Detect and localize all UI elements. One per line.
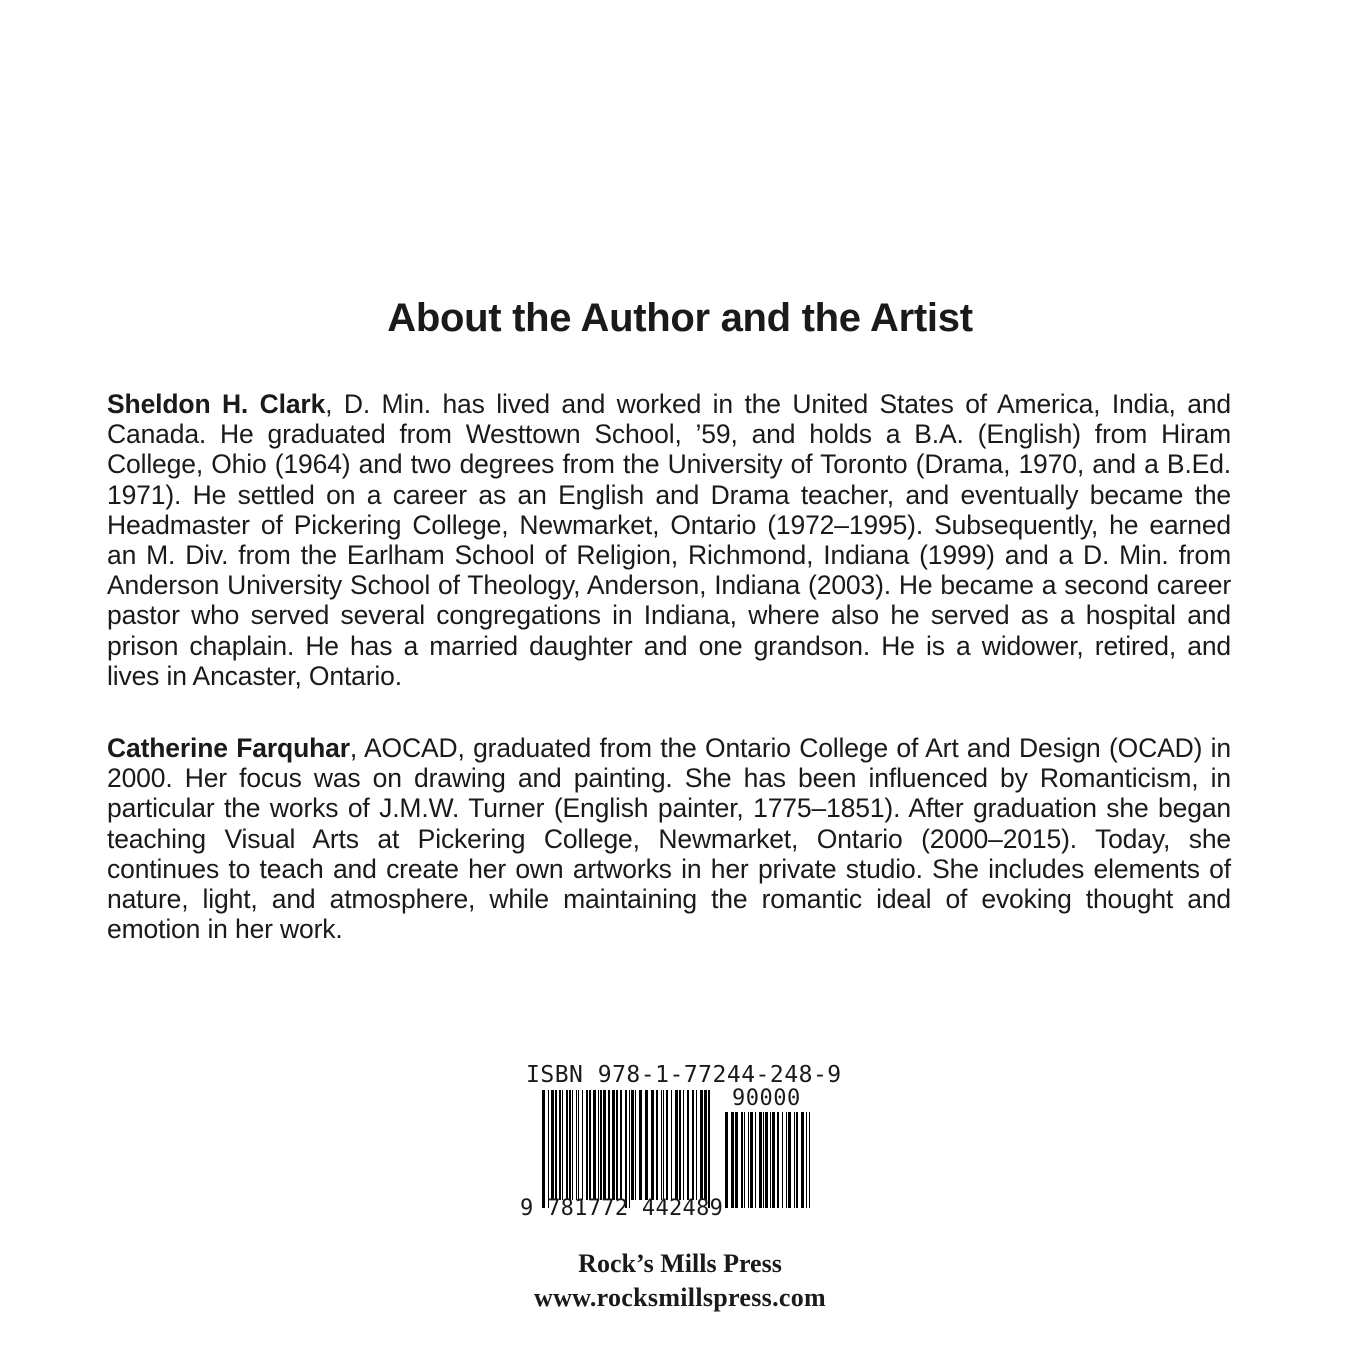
isbn-label: ISBN 978-1-77244-248-9: [526, 1062, 842, 1088]
barcode-bar: [763, 1112, 764, 1208]
barcode-bar: [593, 1090, 596, 1200]
publisher-name: Rock’s Mills Press: [578, 1249, 782, 1278]
barcode-bar: [704, 1090, 707, 1200]
barcode-bar: [582, 1090, 583, 1200]
barcode-bar: [566, 1090, 568, 1200]
barcode-bar: [765, 1112, 768, 1208]
barcode-bar: [759, 1112, 762, 1208]
author-name: Sheldon H. Clark: [107, 389, 326, 419]
barcode-bar: [708, 1090, 710, 1208]
barcode-bar: [572, 1090, 573, 1200]
barcode-bar: [620, 1090, 622, 1200]
barcode-bar: [741, 1112, 743, 1208]
barcode-bar: [725, 1112, 728, 1208]
barcode-bar: [625, 1090, 627, 1208]
barcode-bar: [555, 1090, 557, 1200]
barcode-addon-price: 90000: [732, 1086, 801, 1111]
barcode-bar: [578, 1090, 579, 1200]
addon-bars: [725, 1112, 810, 1208]
barcode-bar: [794, 1112, 795, 1208]
barcode-bar: [687, 1090, 689, 1200]
barcode-bar: [755, 1112, 756, 1208]
barcode-bar: [692, 1090, 694, 1200]
barcode-bar: [551, 1090, 554, 1200]
barcode-bar: [661, 1090, 662, 1200]
barcode-bar: [772, 1112, 775, 1208]
publisher-url: www.rocksmillspress.com: [534, 1283, 826, 1312]
barcode-bar: [651, 1090, 654, 1200]
page-title: About the Author and the Artist: [387, 296, 973, 340]
barcode-bar: [576, 1090, 577, 1200]
barcode-bar: [700, 1090, 703, 1200]
author-bio: [107, 389, 1231, 691]
barcode-bar: [675, 1090, 678, 1200]
barcode-bar: [786, 1112, 787, 1208]
barcode-bar: [548, 1090, 549, 1208]
barcode-bar: [656, 1090, 658, 1200]
barcode-bar: [735, 1112, 738, 1208]
barcode-bar: [639, 1090, 642, 1200]
barcode-bar: [559, 1090, 561, 1200]
barcode-bar: [782, 1112, 783, 1208]
barcode-bar: [635, 1090, 636, 1200]
barcode-bar: [598, 1090, 599, 1200]
artist-bio-text: , AOCAD, graduated from the Ontario College of Art and Design (OCAD) in 2000. Her focus was on drawing and painting. She has been influenced by Romanticism, in particular the works of J.M.W. Turner (English painter, 1775–1851). After graduation she began teaching Visual Arts at Pickering College, Newmarket, Ontario (2000–2015). Today, she continues to teach and create her own artworks in her private studio. She includes elements of nature, light, and atmosphere, while maintaining the romantic ideal of evoking thought and emotion in her work.: [107, 733, 1231, 945]
barcode-bar: [744, 1112, 745, 1208]
barcode-bar: [788, 1112, 791, 1208]
barcode-bar: [608, 1090, 610, 1200]
barcode-bar: [809, 1112, 810, 1208]
barcode-bar: [586, 1090, 588, 1200]
barcode-bar: [796, 1112, 798, 1208]
barcode-bar: [612, 1090, 615, 1200]
barcode-bar: [562, 1090, 563, 1200]
barcode-bar: [770, 1112, 771, 1208]
barcode-bar: [629, 1090, 630, 1208]
barcode-bar: [569, 1090, 571, 1200]
author-bio-text: , D. Min. has lived and worked in the United States of America, India, and Canada. He graduated from Westtown School, ’59, and holds a B.A. (English) from Hiram College, Ohio (1964) and two degrees from the University of Toronto (Drama, 1970, and a B.Ed. 1971). He settled on a career as an English and Drama teacher, and eventually became the Headmaster of Pickering College, Newmarket, Ontario (1972–1995). Subsequently, he earned an M. Div. from the Earlham School of Religion, Richmond, Indiana (1999) and a D. Min. from Anderson University School of Theology, Anderson, Indiana (2003). He became a second career pastor who served several congregations in Indiana, where also he served as a hospital and prison chaplain. He has a married daughter and one grandson. He is a widower, retired, and lives in Ancaster, Ontario.: [107, 389, 1231, 691]
barcode-bar: [750, 1112, 753, 1208]
ean-bars: [542, 1090, 710, 1208]
barcode-bar: [801, 1112, 804, 1208]
barcode-bar: [631, 1090, 634, 1200]
barcode-bar: [679, 1090, 681, 1200]
barcode-bar: [671, 1090, 672, 1200]
barcode-bar: [600, 1090, 602, 1200]
barcode-bar: [777, 1112, 779, 1208]
barcode-bar: [731, 1112, 734, 1208]
barcode-bar: [645, 1090, 648, 1200]
barcode-bar: [663, 1090, 664, 1200]
barcode-bar: [542, 1090, 545, 1208]
artist-bio: [107, 733, 1231, 944]
barcode-bar: [603, 1090, 606, 1200]
barcode-digits: 9 781772 442489: [520, 1196, 724, 1221]
barcode-bar: [748, 1112, 749, 1208]
artist-name: Catherine Farquhar: [107, 733, 350, 763]
isbn-barcode: [520, 1062, 842, 1242]
barcode-bar: [589, 1090, 591, 1200]
barcode-bar: [696, 1090, 697, 1200]
barcode-bar: [683, 1090, 684, 1200]
barcode-bar: [806, 1112, 807, 1208]
barcode-bar: [666, 1090, 668, 1200]
barcode-bar: [616, 1090, 618, 1200]
